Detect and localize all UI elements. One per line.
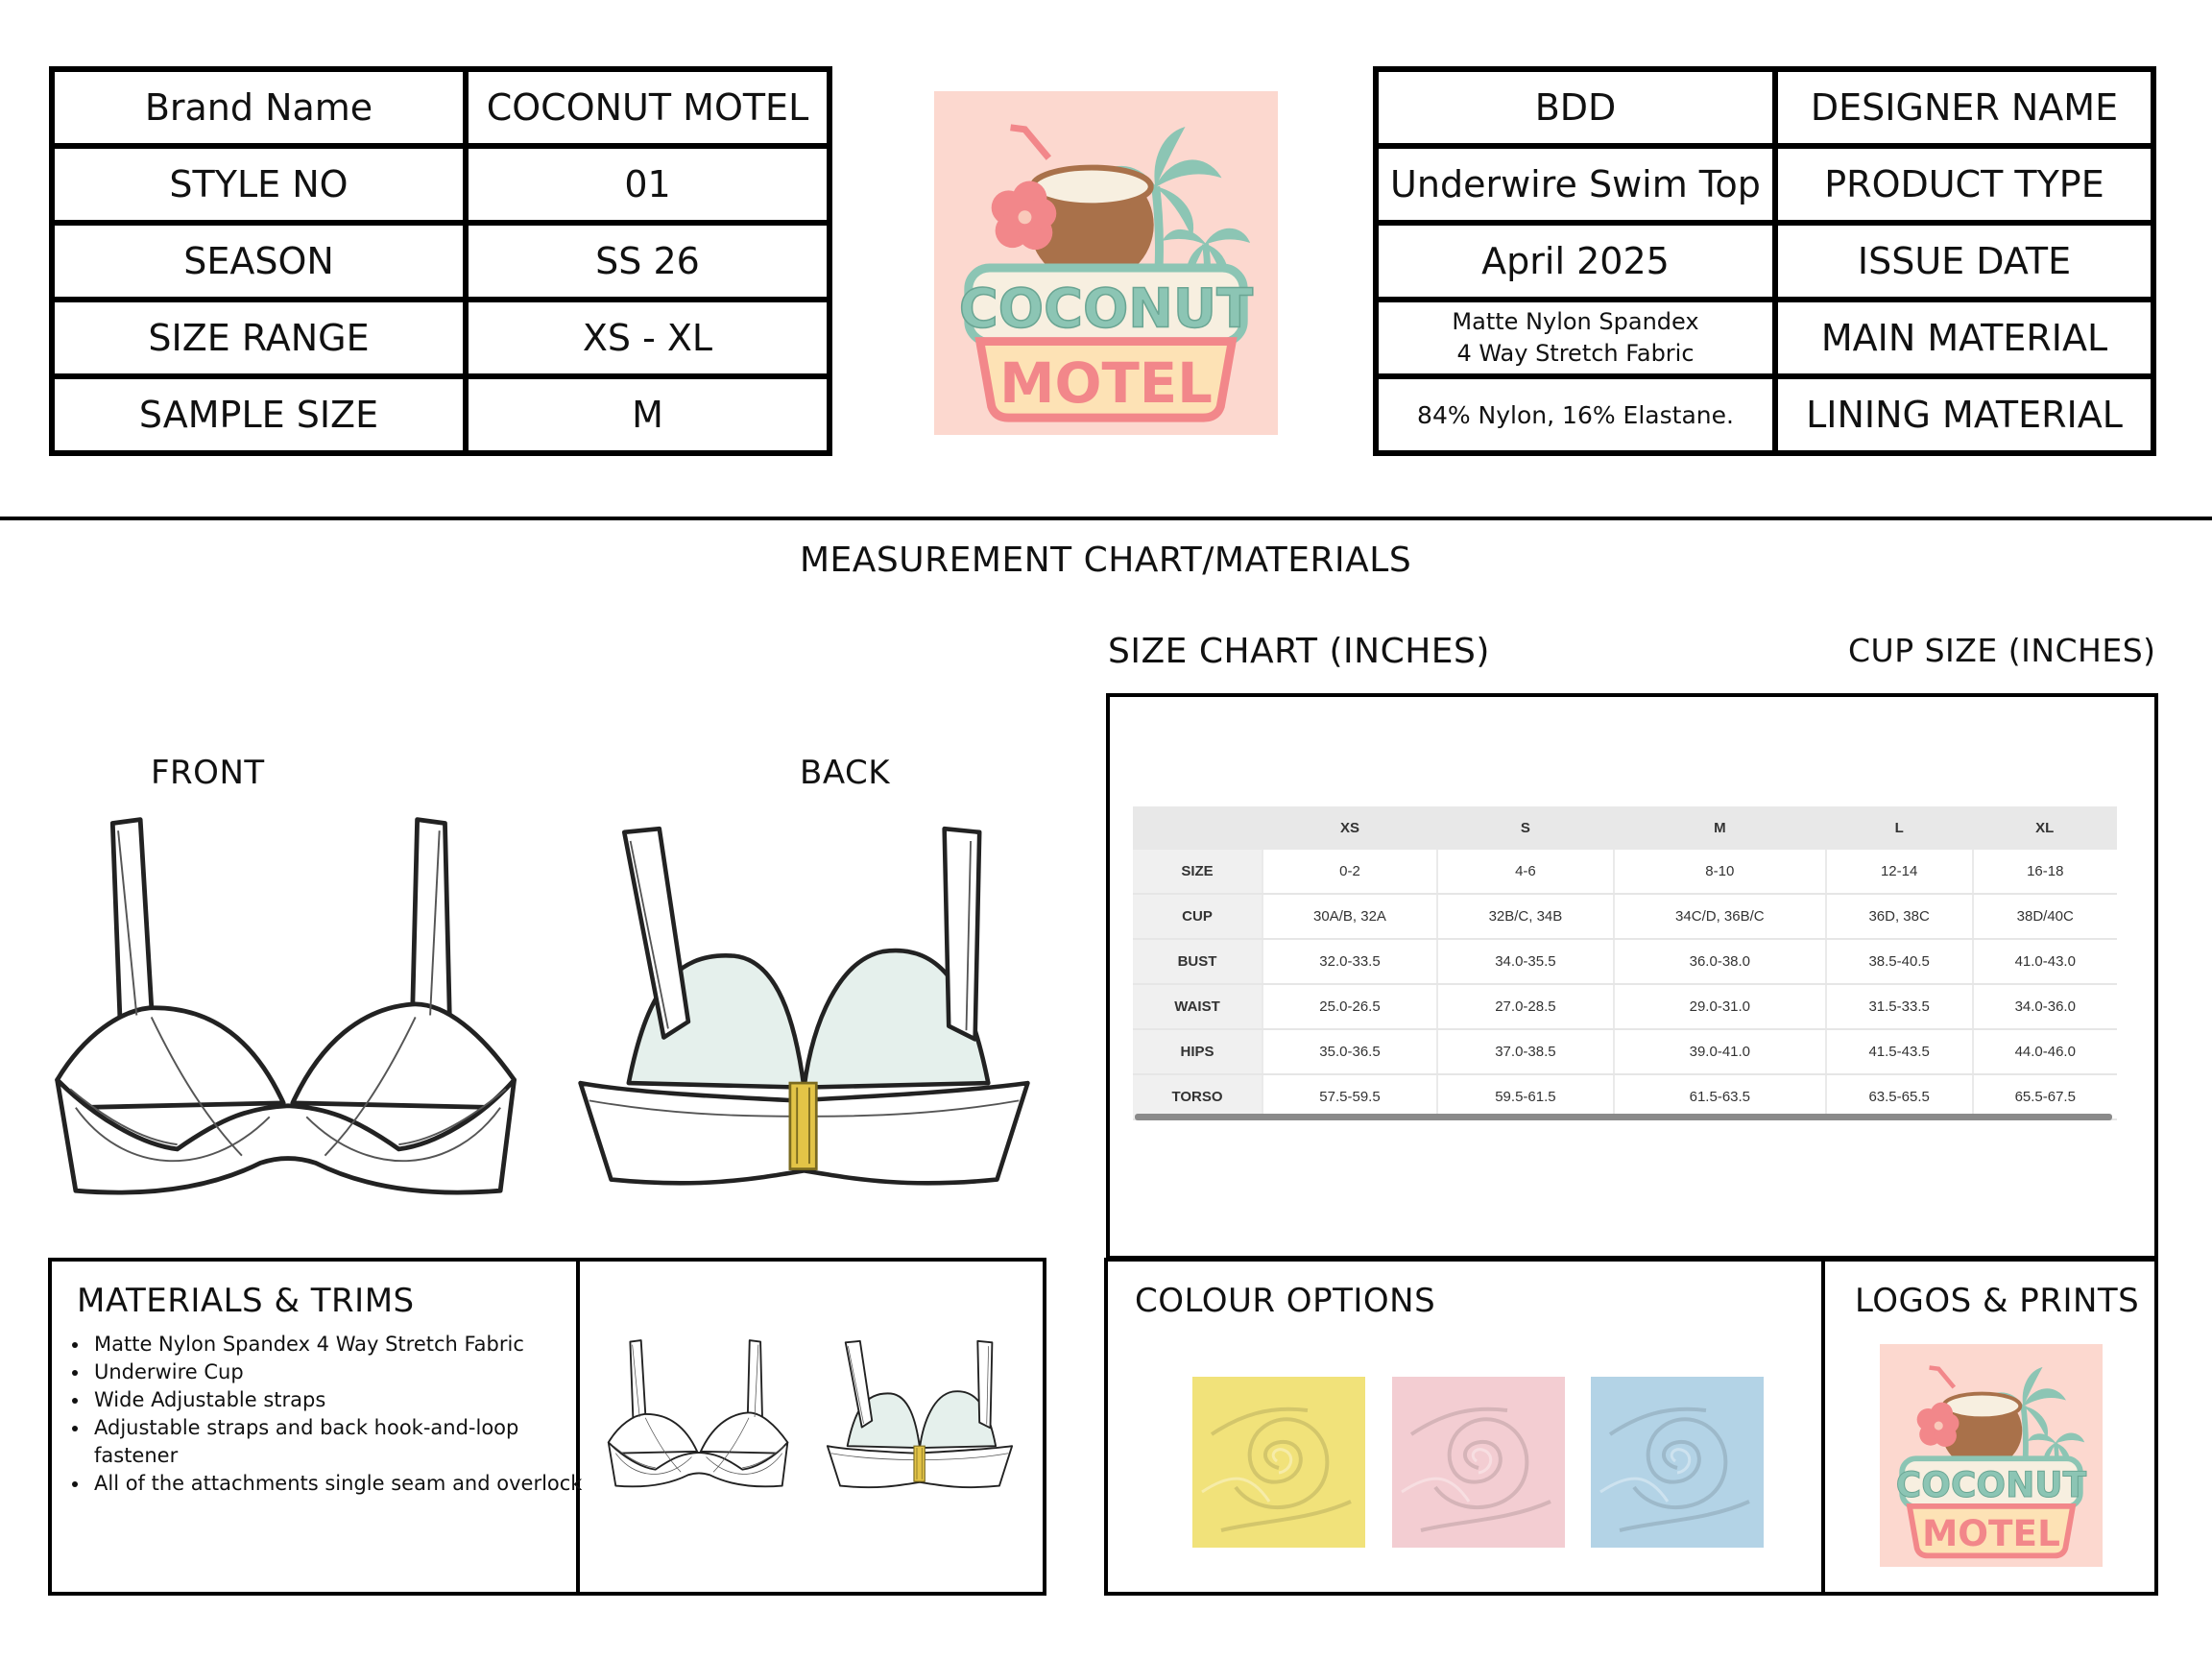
list-item: • Underwire Cup (90, 1358, 609, 1386)
row-header: HIPS (1133, 1029, 1262, 1074)
list-item: • Wide Adjustable straps (90, 1386, 609, 1414)
table-cell: 44.0-46.0 (1973, 1029, 2117, 1074)
row-header: CUP (1133, 894, 1262, 939)
table-cell: 38.5-40.5 (1826, 939, 1973, 984)
table-cell: 32.0-33.5 (1262, 939, 1437, 984)
table-cell: 34.0-36.0 (1973, 984, 2117, 1029)
lining-material-value: 84% Nylon, 16% Elastane. (1376, 376, 1775, 453)
colour-swatch-yellow[interactable] (1192, 1377, 1365, 1548)
col-header-s: S (1437, 806, 1614, 850)
table-cell: 63.5-65.5 (1826, 1074, 1973, 1119)
designer-name-label: DESIGNER NAME (1775, 69, 2153, 146)
front-label: FRONT (151, 754, 265, 792)
table-cell: 57.5-59.5 (1262, 1074, 1437, 1119)
table-row (1133, 984, 2117, 1029)
table-cell: 12-14 (1826, 850, 1973, 894)
size-chart-title: SIZE CHART (INCHES) (1108, 632, 1490, 671)
colour-options-title: COLOUR OPTIONS (1135, 1282, 1436, 1320)
row-header: TORSO (1133, 1074, 1262, 1119)
col-header-xl: XL (1973, 806, 2117, 850)
table-cell: 34C/D, 36B/C (1614, 894, 1826, 939)
brand-name-value: COCONUT MOTEL (466, 69, 830, 146)
back-flat-sketch (576, 816, 1032, 1210)
table-cell: 4-6 (1437, 850, 1614, 894)
row-header: SIZE (1133, 850, 1262, 894)
materials-title: MATERIALS & TRIMS (77, 1282, 415, 1320)
size-chart-table (1133, 806, 2117, 1120)
fabric-swirl-icon (1192, 1377, 1365, 1548)
table-cell: 25.0-26.5 (1262, 984, 1437, 1029)
style-no-value: 01 (466, 146, 830, 223)
table-cell: 36D, 38C (1826, 894, 1973, 939)
table-cell: 38D/40C (1973, 894, 2117, 939)
table-cell: 0-2 (1262, 850, 1437, 894)
size-table-corner (1133, 806, 1262, 850)
product-type-label: PRODUCT TYPE (1775, 146, 2153, 223)
table-cell: 61.5-63.5 (1614, 1074, 1826, 1119)
colour-swatch-pink[interactable] (1392, 1377, 1565, 1548)
table-row (1133, 1074, 2117, 1119)
front-thumbnail-sketch (605, 1337, 793, 1497)
logo-print-artwork (1880, 1344, 2103, 1567)
row-header: WAIST (1133, 984, 1262, 1029)
sample-size-value: M (466, 376, 830, 453)
table-cell: 35.0-36.5 (1262, 1029, 1437, 1074)
main-material-label: MAIN MATERIAL (1775, 300, 2153, 376)
table-cell: 37.0-38.5 (1437, 1029, 1614, 1074)
section-divider (0, 517, 2212, 520)
table-cell: 31.5-33.5 (1826, 984, 1973, 1029)
row-header: BUST (1133, 939, 1262, 984)
size-range-label: SIZE RANGE (52, 300, 466, 376)
table-cell: 32B/C, 34B (1437, 894, 1614, 939)
size-range-value: XS - XL (466, 300, 830, 376)
fabric-swirl-icon (1392, 1377, 1565, 1548)
table-scrollbar[interactable] (1135, 1114, 2112, 1120)
cup-size-title: CUP SIZE (INCHES) (1848, 632, 2156, 669)
logos-prints-title: LOGOS & PRINTS (1855, 1282, 2140, 1320)
col-header-xs: XS (1262, 806, 1437, 850)
colour-swatch-blue[interactable] (1591, 1377, 1764, 1548)
issue-date-value: April 2025 (1376, 223, 1775, 300)
designer-name-value: BDD (1376, 69, 1775, 146)
table-row (1133, 850, 2117, 894)
back-thumbnail-sketch (826, 1337, 1014, 1497)
left-spec-table (49, 66, 832, 456)
section-title: MEASUREMENT CHART/MATERIALS (800, 541, 1412, 580)
colour-logos-divider (1821, 1258, 1825, 1596)
back-label: BACK (800, 754, 891, 792)
table-cell: 41.0-43.0 (1973, 939, 2117, 984)
lining-material-label: LINING MATERIAL (1775, 376, 2153, 453)
list-item: • Adjustable straps and back hook-and-loop fastener (90, 1414, 545, 1470)
fabric-swirl-icon (1591, 1377, 1764, 1548)
right-spec-table (1373, 66, 2156, 456)
front-flat-sketch (48, 811, 528, 1219)
table-cell: 41.5-43.5 (1826, 1029, 1973, 1074)
col-header-l: L (1826, 806, 1973, 850)
main-material-value (1376, 300, 1775, 376)
list-item: • Matte Nylon Spandex 4 Way Stretch Fabric (90, 1331, 609, 1358)
table-row (1133, 894, 2117, 939)
materials-list (65, 1331, 609, 1498)
size-table-header-row (1133, 806, 2117, 850)
table-cell: 29.0-31.0 (1614, 984, 1826, 1029)
product-type-value: Underwire Swim Top (1376, 146, 1775, 223)
style-no-label: STYLE NO (52, 146, 466, 223)
main-material-line-2: 4 Way Stretch Fabric (1456, 340, 1695, 367)
table-cell: 27.0-28.5 (1437, 984, 1614, 1029)
sample-size-label: SAMPLE SIZE (52, 376, 466, 453)
table-cell: 8-10 (1614, 850, 1826, 894)
table-cell: 36.0-38.0 (1614, 939, 1826, 984)
coconut-motel-logo (934, 91, 1278, 435)
table-cell: 39.0-41.0 (1614, 1029, 1826, 1074)
col-header-m: M (1614, 806, 1826, 850)
table-cell: 16-18 (1973, 850, 2117, 894)
issue-date-label: ISSUE DATE (1775, 223, 2153, 300)
table-cell: 30A/B, 32A (1262, 894, 1437, 939)
table-cell: 65.5-67.5 (1973, 1074, 2117, 1119)
table-row (1133, 1029, 2117, 1074)
list-item: • All of the attachments single seam and overlock (90, 1470, 609, 1498)
table-cell: 59.5-61.5 (1437, 1074, 1614, 1119)
brand-name-label: Brand Name (52, 69, 466, 146)
table-row (1133, 939, 2117, 984)
season-value: SS 26 (466, 223, 830, 300)
table-cell: 34.0-35.5 (1437, 939, 1614, 984)
season-label: SEASON (52, 223, 466, 300)
main-material-line-1: Matte Nylon Spandex (1452, 308, 1699, 335)
